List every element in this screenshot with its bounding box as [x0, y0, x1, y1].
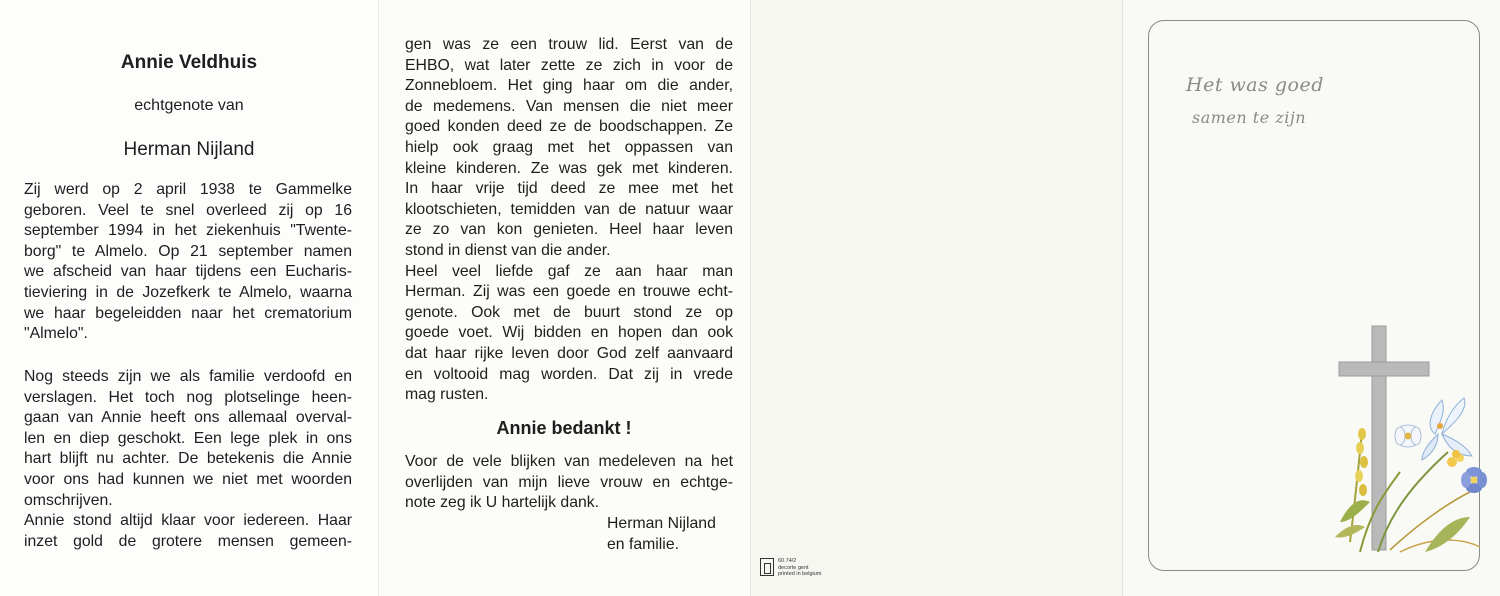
text-line: Zonnebloem. Het ging haar om die ander,	[405, 77, 733, 95]
text-line: gen was ze een trouw lid. Eerst van de	[405, 36, 733, 53]
text-line: kleine kinderen. Ze was gek met kinderen.	[405, 159, 733, 177]
text-line: klootschieten, temidden van de natuur waar	[405, 200, 733, 218]
signature-family: en familie.	[607, 535, 679, 553]
printer-mark	[760, 556, 840, 582]
text-line: Voor de vele blijken van medeleven na het	[405, 453, 733, 470]
text-line: borg" te Almelo. Op 21 september namen	[24, 242, 352, 260]
lily-flower-icon	[1422, 398, 1472, 460]
text-line: de medemens. Van mensen die niet meer	[405, 97, 733, 115]
blank-panel	[750, 0, 1123, 596]
printer-code: 60.74/2	[778, 558, 797, 564]
text-line: we afscheid van haar tijdens een Eucharis-	[24, 263, 352, 281]
text-line: EHBO, wat later zette ze zich in voor de	[405, 56, 733, 74]
text-line: ze zo van kon genieten. Heel haar leven	[405, 221, 733, 239]
cover-title-line1: Het was goed	[1186, 74, 1324, 96]
text-line: dat haar rijke leven door God zelf aanvaard	[405, 344, 733, 362]
text-line: Annie stond altijd klaar voor iedereen. Haar	[24, 512, 352, 530]
thanks-heading: Annie bedankt !	[496, 418, 632, 438]
text-line: we haar begeleidden naar het crematorium	[24, 304, 352, 322]
text-line: Nog steeds zijn we als familie verdoofd en	[24, 368, 352, 385]
continued-paragraph	[405, 35, 733, 406]
text-line: "Almelo".	[24, 325, 88, 343]
text-line: In haar vrije tijd deed ze mee met het	[405, 180, 733, 198]
text-line: voor ons had kunnen we niet met woorden	[24, 470, 352, 488]
text-line: len en diep geschokt. Een lege plek in ons	[24, 429, 352, 447]
text-line: en voltooid mag worden. Dat zij in vrede	[405, 365, 733, 383]
text-line: Zij werd op 2 april 1938 te Gammelke	[24, 181, 352, 198]
cross-with-flowers-illustration	[1330, 322, 1500, 554]
text-line: omschrijven.	[24, 491, 113, 509]
relation-label: echtgenote van	[134, 97, 244, 114]
biography-paragraph	[24, 180, 352, 345]
printer-name: decorte gent	[778, 564, 809, 571]
text-line: genote. Ook met de buurt stond ze op	[405, 303, 733, 321]
blue-flower-icon	[1461, 467, 1487, 493]
cross-icon	[1372, 326, 1386, 550]
text-line: goed konden deed ze de boodschappen. Ze	[405, 118, 733, 136]
signature	[607, 514, 716, 555]
text-line: geboren. Veel te snel overleed zij op 16	[24, 201, 352, 219]
thanks-paragraph	[405, 452, 733, 514]
text-line: tieviering in de Jozefkerk te Almelo, waarna	[24, 283, 352, 301]
text-line: september 1994 in het ziekenhuis "Twente-	[24, 222, 352, 240]
text-line: note zeg ik U hartelijk dank.	[405, 494, 600, 512]
text-line: gaan van Annie heeft ons allemaal overval-	[24, 409, 352, 427]
text-line: stond in dienst van die ander.	[405, 241, 611, 259]
signature-name: Herman Nijland	[607, 515, 716, 532]
text-line: Herman. Zij was een goede en trouwe echt-	[405, 283, 733, 301]
printer-info	[778, 558, 821, 578]
text-line: hielp ook graag met het oppassen van	[405, 138, 733, 156]
spouse-name: Herman Nijland	[123, 139, 255, 160]
text-line: overlijden van mijn lieve vrouw en echtge-	[405, 473, 733, 491]
text-line: verslagen. Het toch nog plotselinge heen-	[24, 388, 352, 406]
remembrance-paragraph	[24, 367, 352, 552]
text-line: Heel veel liefde gaf ze aan haar man	[405, 262, 733, 280]
text-line: goede voet. Wij bidden en hopen dan ook	[405, 324, 733, 342]
printer-note: printed in belgium	[778, 571, 822, 577]
text-line: hart blijft nu achter. De betekenis die Annie	[24, 450, 352, 468]
text-line: inzet gold de grotere mensen gemeen-	[24, 532, 352, 550]
cover-title-line2: samen te zijn	[1192, 108, 1307, 127]
printer-logo-icon	[760, 558, 774, 576]
white-flower-icon	[1395, 425, 1421, 447]
text-line: mag rusten.	[405, 386, 489, 404]
deceased-name: Annie Veldhuis	[120, 52, 258, 73]
